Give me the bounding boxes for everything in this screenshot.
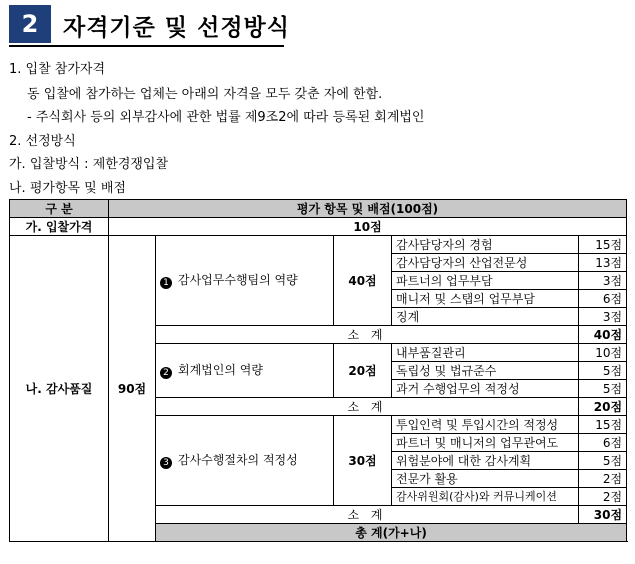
item-score: 15점 — [579, 236, 627, 254]
price-label: 가. 입찰가격 — [10, 218, 109, 236]
item-name: 매니저 및 스탭의 업무부담 — [392, 290, 579, 308]
item-name: 감사담당자의 경험 — [392, 236, 579, 254]
item-name: 징계 — [392, 308, 579, 326]
item-score: 2점 — [579, 470, 627, 488]
subtotal-score-1: 40점 — [579, 326, 627, 344]
subtotal-label: 소 계 — [156, 398, 579, 416]
item-score: 3점 — [579, 272, 627, 290]
item-score: 5점 — [579, 452, 627, 470]
circled-number-3: 3 — [160, 457, 172, 469]
quality-score: 90점 — [109, 236, 156, 542]
line-eligibility: 1. 입찰 참가자격 — [9, 62, 106, 77]
group-name-3: 3 감사수행절차의 적정성 — [156, 416, 334, 506]
item-name: 감사담당자의 산업전문성 — [392, 254, 579, 272]
item-score: 10점 — [579, 344, 627, 362]
section-header — [9, 5, 290, 45]
group-score-3: 30점 — [334, 416, 392, 506]
item-name: 위험분야에 대한 감사계획 — [392, 452, 579, 470]
line-eligibility-desc: 동 입찰에 참가하는 업체는 아래의 자격을 모두 갖춘 자에 한함. — [27, 87, 383, 102]
table-row-price — [10, 218, 627, 236]
price-score: 10점 — [109, 218, 627, 236]
item-score: 6점 — [579, 290, 627, 308]
line-eligibility-law: - 주식회사 등의 외부감사에 관한 법률 제9조2에 따라 등록된 회계법인 — [27, 110, 425, 125]
header-category: 구 분 — [10, 200, 109, 218]
total-label: 총 계(가+나) — [156, 524, 627, 542]
title-underline — [9, 45, 284, 47]
item-name: 파트너의 업무부담 — [392, 272, 579, 290]
item-score: 13점 — [579, 254, 627, 272]
item-name: 과거 수행업무의 적정성 — [392, 380, 579, 398]
item-name: 전문가 활용 — [392, 470, 579, 488]
item-score: 5점 — [579, 380, 627, 398]
subtotal-label: 소 계 — [156, 326, 579, 344]
item-name: 내부품질관리 — [392, 344, 579, 362]
table-header-row — [10, 200, 627, 218]
subtotal-label: 소 계 — [156, 506, 579, 524]
item-name: 감사위원회(감사)와 커뮤니케이션 — [392, 488, 579, 506]
item-score: 3점 — [579, 308, 627, 326]
group-score-2: 20점 — [334, 344, 392, 398]
header-eval: 평가 항목 및 배점(100점) — [109, 200, 627, 218]
item-name: 투입인력 및 투입시간의 적정성 — [392, 416, 579, 434]
circled-number-2: 2 — [160, 367, 172, 379]
line-eval-items: 나. 평가항목 및 배점 — [9, 181, 126, 196]
section-number: 2 — [9, 5, 51, 43]
subtotal-score-3: 30점 — [579, 506, 627, 524]
group-score-1: 40점 — [334, 236, 392, 326]
quality-label: 나. 감사품질 — [10, 236, 109, 542]
item-score: 15점 — [579, 416, 627, 434]
item-score: 6점 — [579, 434, 627, 452]
evaluation-table — [9, 199, 627, 542]
item-name: 독립성 및 법규준수 — [392, 362, 579, 380]
line-selection: 2. 선정방식 — [9, 134, 76, 149]
item-name: 파트너 및 매니저의 업무관여도 — [392, 434, 579, 452]
item-score: 2점 — [579, 488, 627, 506]
subtotal-score-2: 20점 — [579, 398, 627, 416]
table-row — [10, 236, 627, 254]
section-title: 자격기준 및 선정방식 — [63, 15, 290, 41]
circled-number-1: 1 — [160, 277, 172, 289]
group-name-2: 2 회계법인의 역량 — [156, 344, 334, 398]
group-name-1: 1 감사업무수행팀의 역량 — [156, 236, 334, 326]
item-score: 5점 — [579, 362, 627, 380]
line-bid-method: 가. 입찰방식 : 제한경쟁입찰 — [9, 157, 169, 172]
